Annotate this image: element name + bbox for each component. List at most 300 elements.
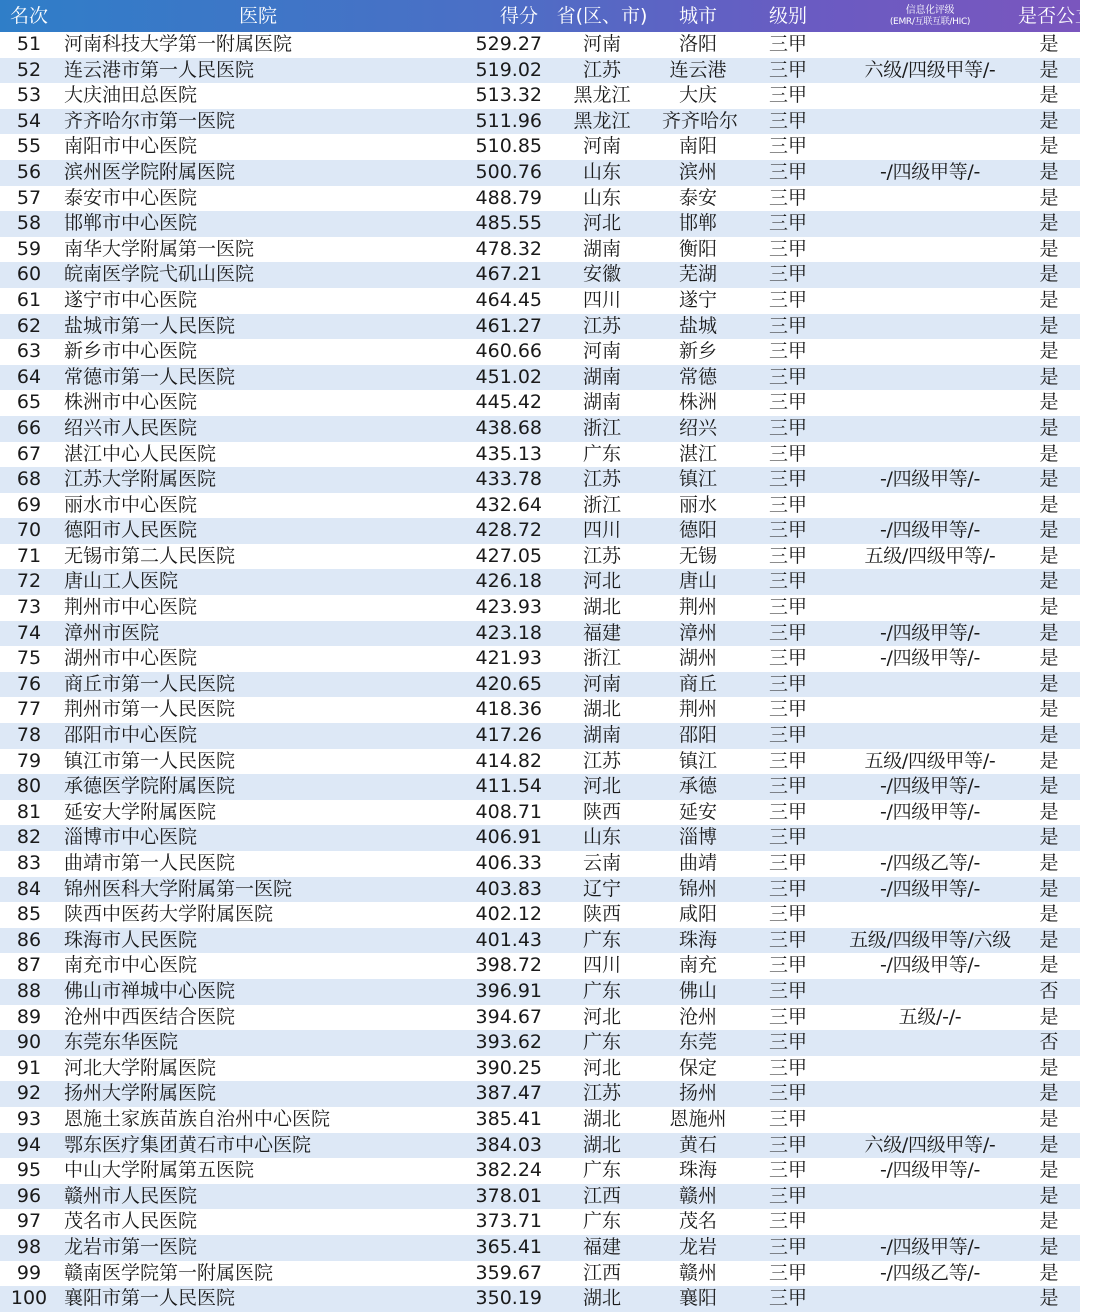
- score-cell: 387.47: [475, 1082, 542, 1105]
- level-cell: 三甲: [768, 724, 807, 747]
- level-cell: 三甲: [768, 84, 807, 107]
- city-cell: 镇江: [678, 468, 717, 491]
- table-row: [0, 672, 1080, 698]
- public-cell: 是: [1039, 749, 1059, 772]
- public-cell: 是: [1039, 775, 1059, 798]
- city-cell: 赣州: [678, 1261, 717, 1284]
- hospital-name-cell: 南阳市中心医院: [64, 135, 198, 158]
- city-cell: 丽水: [678, 493, 717, 516]
- score-cell: 427.05: [475, 544, 542, 567]
- rank-cell: 56: [16, 160, 42, 183]
- rank-cell: 78: [16, 724, 42, 747]
- info-rating-cell: 五级/四级甲等/-: [864, 749, 996, 772]
- public-cell: 是: [1039, 672, 1059, 695]
- province-cell: 四川: [582, 519, 621, 542]
- info-rating-cell: 六级/四级甲等/-: [864, 58, 996, 81]
- city-cell: 镇江: [678, 749, 717, 772]
- public-cell: 是: [1039, 468, 1059, 491]
- level-cell: 三甲: [768, 1133, 807, 1156]
- public-cell: 是: [1039, 135, 1059, 158]
- hospital-name-cell: 唐山工人医院: [64, 570, 179, 593]
- level-cell: 三甲: [768, 1287, 807, 1310]
- public-cell: 是: [1039, 84, 1059, 107]
- level-cell: 三甲: [768, 468, 807, 491]
- public-cell: 是: [1039, 596, 1059, 619]
- level-cell: 三甲: [768, 698, 807, 721]
- province-cell: 浙江: [582, 416, 621, 439]
- table-row: [0, 749, 1080, 775]
- level-cell: 三甲: [768, 519, 807, 542]
- hospital-name-cell: 南充市中心医院: [64, 954, 198, 977]
- province-cell: 湖北: [582, 596, 621, 619]
- public-cell: 是: [1039, 1235, 1059, 1258]
- rank-cell: 55: [16, 135, 42, 158]
- hospital-name-cell: 齐齐哈尔市第一医院: [64, 109, 236, 132]
- rank-cell: 99: [16, 1261, 42, 1284]
- score-cell: 408.71: [475, 800, 542, 823]
- score-cell: 411.54: [475, 775, 542, 798]
- table-row: [0, 544, 1080, 570]
- rank-cell: 65: [16, 391, 42, 414]
- province-cell: 江苏: [582, 314, 621, 337]
- province-cell: 河北: [582, 1056, 621, 1079]
- hospital-name-cell: 荆州市中心医院: [64, 596, 198, 619]
- province-cell: 江苏: [582, 749, 621, 772]
- score-cell: 403.83: [475, 877, 542, 900]
- public-cell: 是: [1039, 1287, 1059, 1310]
- level-cell: 三甲: [768, 1235, 807, 1258]
- table-row: [0, 109, 1080, 135]
- table-row: [0, 774, 1080, 800]
- province-cell: 陕西: [582, 903, 621, 926]
- province-cell: 河北: [582, 212, 621, 235]
- province-cell: 江西: [582, 1261, 621, 1284]
- rank-cell: 84: [16, 877, 42, 900]
- public-cell: 是: [1039, 391, 1059, 414]
- hospital-name-cell: 株洲市中心医院: [64, 391, 198, 414]
- province-cell: 江西: [582, 1184, 621, 1207]
- province-cell: 福建: [582, 621, 621, 644]
- table-row: [0, 825, 1080, 851]
- rank-cell: 67: [16, 442, 42, 465]
- table-row: [0, 186, 1080, 212]
- table-header: [0, 0, 1094, 32]
- score-cell: 359.67: [475, 1261, 542, 1284]
- city-cell: 咸阳: [678, 903, 717, 926]
- info-rating-cell: -/四级甲等/-: [879, 1235, 981, 1258]
- score-cell: 433.78: [475, 468, 542, 491]
- level-cell: 三甲: [768, 186, 807, 209]
- hospital-name-cell: 沧州中西医结合医院: [64, 1005, 236, 1028]
- level-cell: 三甲: [768, 1005, 807, 1028]
- hospital-name-cell: 邯郸市中心医院: [64, 212, 198, 235]
- hospital-name-cell: 泰安市中心医院: [64, 186, 198, 209]
- province-cell: 广东: [582, 442, 621, 465]
- hospital-name-cell: 湖州市中心医院: [64, 647, 198, 670]
- public-cell: 是: [1039, 33, 1059, 55]
- score-cell: 384.03: [475, 1133, 542, 1156]
- province-cell: 河南: [582, 672, 621, 695]
- hospital-name-cell: 龙岩市第一医院: [64, 1235, 198, 1258]
- city-cell: 常德: [678, 365, 717, 388]
- province-cell: 河北: [582, 775, 621, 798]
- level-cell: 三甲: [768, 621, 807, 644]
- province-cell: 湖南: [582, 724, 621, 747]
- hospital-name-cell: 邵阳市中心医院: [64, 724, 198, 747]
- hospital-name-cell: 连云港市第一人民医院: [64, 58, 255, 81]
- header-province: 省(区、市): [556, 5, 648, 27]
- level-cell: 三甲: [768, 903, 807, 926]
- hospital-name-cell: 承德医学院附属医院: [64, 775, 236, 798]
- rank-cell: 64: [16, 365, 42, 388]
- score-cell: 500.76: [475, 160, 542, 183]
- info-rating-cell: -/四级甲等/-: [879, 954, 981, 977]
- hospital-name-cell: 新乡市中心医院: [64, 340, 198, 363]
- province-cell: 四川: [582, 288, 621, 311]
- city-cell: 遂宁: [678, 288, 717, 311]
- rank-cell: 61: [16, 288, 42, 311]
- level-cell: 三甲: [768, 1056, 807, 1079]
- info-rating-cell: 五级/-/-: [898, 1005, 962, 1028]
- level-cell: 三甲: [768, 1159, 807, 1182]
- public-cell: 是: [1039, 954, 1059, 977]
- rank-cell: 93: [16, 1107, 42, 1130]
- level-cell: 三甲: [768, 1031, 807, 1054]
- hospital-name-cell: 珠海市人民医院: [64, 928, 198, 951]
- public-cell: 是: [1039, 1133, 1059, 1156]
- score-cell: 438.68: [475, 416, 542, 439]
- public-cell: 是: [1039, 1184, 1059, 1207]
- table-row: [0, 365, 1080, 391]
- city-cell: 赣州: [678, 1184, 717, 1207]
- hospital-name-cell: 扬州大学附属医院: [64, 1082, 217, 1105]
- level-cell: 三甲: [768, 1082, 807, 1105]
- header-info-rating-title: 信息化评级: [905, 4, 955, 16]
- score-cell: 445.42: [475, 391, 542, 414]
- province-cell: 福建: [582, 1235, 621, 1258]
- city-cell: 荆州: [678, 596, 717, 619]
- hospital-name-cell: 南华大学附属第一医院: [64, 237, 255, 260]
- table-row: [0, 1261, 1080, 1287]
- province-cell: 湖北: [582, 698, 621, 721]
- hospital-name-cell: 佛山市禅城中心医院: [64, 979, 236, 1002]
- table-row: [0, 902, 1080, 928]
- score-cell: 420.65: [475, 672, 542, 695]
- table-row: [0, 928, 1080, 954]
- level-cell: 三甲: [768, 596, 807, 619]
- score-cell: 396.91: [475, 979, 542, 1002]
- rank-cell: 68: [16, 468, 42, 491]
- hospital-name-cell: 锦州医科大学附属第一医院: [64, 877, 293, 900]
- level-cell: 三甲: [768, 160, 807, 183]
- public-cell: 是: [1039, 263, 1059, 286]
- level-cell: 三甲: [768, 212, 807, 235]
- table-row: [0, 32, 1080, 58]
- city-cell: 邵阳: [678, 724, 717, 747]
- table-row: [0, 646, 1080, 672]
- city-cell: 沧州: [678, 1005, 717, 1028]
- rank-cell: 90: [16, 1031, 42, 1054]
- public-cell: 是: [1039, 493, 1059, 516]
- hospital-name-cell: 盐城市第一人民医院: [64, 314, 236, 337]
- rank-cell: 82: [16, 826, 42, 849]
- rank-cell: 59: [16, 237, 42, 260]
- info-rating-cell: -/四级甲等/-: [879, 1159, 981, 1182]
- rank-cell: 83: [16, 852, 42, 874]
- province-cell: 浙江: [582, 647, 621, 670]
- city-cell: 泰安: [678, 186, 717, 209]
- score-cell: 414.82: [475, 749, 542, 772]
- table-row: [0, 83, 1080, 109]
- info-rating-cell: 五级/四级甲等/-: [864, 544, 996, 567]
- city-cell: 滨州: [678, 160, 717, 183]
- score-cell: 406.33: [475, 852, 542, 874]
- table-row: [0, 1235, 1080, 1261]
- hospital-name-cell: 皖南医学院弋矶山医院: [64, 263, 255, 286]
- table-row: [0, 314, 1080, 340]
- hospital-name-cell: 淄博市中心医院: [64, 826, 198, 849]
- public-cell: 是: [1039, 724, 1059, 747]
- score-cell: 382.24: [475, 1159, 542, 1182]
- hospital-name-cell: 绍兴市人民医院: [64, 416, 198, 439]
- province-cell: 湖南: [582, 237, 621, 260]
- score-cell: 398.72: [475, 954, 542, 977]
- city-cell: 南阳: [678, 135, 717, 158]
- score-cell: 464.45: [475, 288, 542, 311]
- score-cell: 423.18: [475, 621, 542, 644]
- score-cell: 432.64: [475, 493, 542, 516]
- public-cell: 是: [1039, 877, 1059, 900]
- city-cell: 绍兴: [678, 416, 717, 439]
- table-row: [0, 493, 1080, 519]
- city-cell: 珠海: [678, 1159, 717, 1182]
- rank-cell: 80: [16, 775, 42, 798]
- table-row: [0, 416, 1080, 442]
- level-cell: 三甲: [768, 852, 807, 874]
- rank-cell: 66: [16, 416, 42, 439]
- table-row: [0, 160, 1080, 186]
- score-cell: 417.26: [475, 724, 542, 747]
- level-cell: 三甲: [768, 263, 807, 286]
- city-cell: 衡阳: [678, 237, 717, 260]
- level-cell: 三甲: [768, 109, 807, 132]
- rank-cell: 53: [16, 84, 42, 107]
- score-cell: 401.43: [475, 928, 542, 951]
- city-cell: 齐齐哈尔: [662, 109, 739, 132]
- table-row: [0, 518, 1080, 544]
- score-cell: 435.13: [475, 442, 542, 465]
- score-cell: 460.66: [475, 340, 542, 363]
- table-row: [0, 697, 1080, 723]
- table-row: [0, 1081, 1080, 1107]
- province-cell: 广东: [582, 1031, 621, 1054]
- city-cell: 东莞: [678, 1031, 717, 1054]
- public-cell: 是: [1039, 647, 1059, 670]
- table-row: [0, 1158, 1080, 1184]
- level-cell: 三甲: [768, 647, 807, 670]
- score-cell: 488.79: [475, 186, 542, 209]
- province-cell: 河南: [582, 33, 621, 55]
- rank-cell: 58: [16, 212, 42, 235]
- score-cell: 485.55: [475, 212, 542, 235]
- hospital-name-cell: 恩施土家族苗族自治州中心医院: [64, 1107, 331, 1130]
- rank-cell: 70: [16, 519, 42, 542]
- level-cell: 三甲: [768, 544, 807, 567]
- table-row: [0, 1133, 1080, 1159]
- level-cell: 三甲: [768, 314, 807, 337]
- city-cell: 曲靖: [678, 852, 717, 874]
- table-row: [0, 621, 1080, 647]
- score-cell: 390.25: [475, 1056, 542, 1079]
- rank-cell: 52: [16, 58, 42, 81]
- public-cell: 是: [1039, 314, 1059, 337]
- public-cell: 是: [1039, 621, 1059, 644]
- rank-cell: 62: [16, 314, 42, 337]
- public-cell: 是: [1039, 160, 1059, 183]
- province-cell: 四川: [582, 954, 621, 977]
- rank-cell: 77: [16, 698, 42, 721]
- rank-cell: 74: [16, 621, 42, 644]
- header-rank: 名次: [9, 5, 48, 27]
- province-cell: 广东: [582, 1210, 621, 1233]
- rank-cell: 75: [16, 647, 42, 670]
- rank-cell: 96: [16, 1184, 42, 1207]
- public-cell: 是: [1039, 903, 1059, 926]
- hospital-name-cell: 无锡市第二人民医院: [64, 544, 236, 567]
- score-cell: 378.01: [475, 1184, 542, 1207]
- city-cell: 恩施州: [669, 1107, 727, 1130]
- rank-cell: 60: [16, 263, 42, 286]
- level-cell: 三甲: [768, 775, 807, 798]
- table-body: [0, 32, 1080, 1312]
- score-cell: 451.02: [475, 365, 542, 388]
- public-cell: 否: [1039, 1031, 1059, 1054]
- score-cell: 385.41: [475, 1107, 542, 1130]
- table-row: [0, 723, 1080, 749]
- header-score: 得分: [499, 5, 538, 27]
- level-cell: 三甲: [768, 1107, 807, 1130]
- header-info-rating: [842, 5, 1018, 28]
- province-cell: 湖南: [582, 391, 621, 414]
- hospital-name-cell: 荆州市第一人民医院: [64, 698, 236, 721]
- rank-cell: 97: [16, 1210, 42, 1233]
- rank-cell: 71: [16, 544, 42, 567]
- table-row: [0, 339, 1080, 365]
- province-cell: 浙江: [582, 493, 621, 516]
- rank-cell: 85: [16, 903, 42, 926]
- city-cell: 德阳: [678, 519, 717, 542]
- city-cell: 黄石: [678, 1133, 717, 1156]
- province-cell: 广东: [582, 928, 621, 951]
- city-cell: 延安: [678, 800, 717, 823]
- table-row: [0, 467, 1080, 493]
- public-cell: 是: [1039, 416, 1059, 439]
- public-cell: 是: [1039, 237, 1059, 260]
- header-city: 城市: [678, 5, 717, 27]
- info-rating-cell: -/四级甲等/-: [879, 647, 981, 670]
- table-row: [0, 851, 1080, 877]
- rank-cell: 87: [16, 954, 42, 977]
- province-cell: 河南: [582, 135, 621, 158]
- public-cell: 是: [1039, 365, 1059, 388]
- level-cell: 三甲: [768, 1184, 807, 1207]
- score-cell: 418.36: [475, 698, 542, 721]
- province-cell: 广东: [582, 979, 621, 1002]
- info-rating-cell: -/四级乙等/-: [879, 1261, 981, 1284]
- city-cell: 无锡: [678, 544, 717, 567]
- info-rating-cell: -/四级甲等/-: [879, 621, 981, 644]
- table-row: [0, 877, 1080, 903]
- table-row: [0, 595, 1080, 621]
- rank-cell: 100: [10, 1287, 48, 1310]
- public-cell: 是: [1039, 519, 1059, 542]
- province-cell: 山东: [582, 160, 621, 183]
- province-cell: 云南: [582, 852, 621, 874]
- table-row: [0, 211, 1080, 237]
- province-cell: 河南: [582, 340, 621, 363]
- table-row: [0, 953, 1080, 979]
- score-cell: 529.27: [475, 33, 542, 55]
- hospital-name-cell: 商丘市第一人民医院: [64, 672, 236, 695]
- level-cell: 三甲: [768, 442, 807, 465]
- header-level: 级别: [768, 5, 807, 27]
- hospital-name-cell: 漳州市医院: [64, 621, 160, 644]
- level-cell: 三甲: [768, 493, 807, 516]
- level-cell: 三甲: [768, 928, 807, 951]
- rank-cell: 81: [16, 800, 42, 823]
- score-cell: 350.19: [475, 1287, 542, 1310]
- rank-cell: 79: [16, 749, 42, 772]
- city-cell: 佛山: [678, 979, 717, 1002]
- province-cell: 江苏: [582, 1082, 621, 1105]
- level-cell: 三甲: [768, 237, 807, 260]
- rank-cell: 88: [16, 979, 42, 1002]
- table-row: [0, 1056, 1080, 1082]
- city-cell: 盐城: [678, 314, 717, 337]
- city-cell: 荆州: [678, 698, 717, 721]
- score-cell: 373.71: [475, 1210, 542, 1233]
- hospital-name-cell: 陕西中医药大学附属医院: [64, 903, 274, 926]
- level-cell: 三甲: [768, 1210, 807, 1233]
- city-cell: 锦州: [678, 877, 717, 900]
- rank-cell: 94: [16, 1133, 42, 1156]
- table-row: [0, 1286, 1080, 1312]
- city-cell: 淄博: [678, 826, 717, 849]
- info-rating-cell: -/四级甲等/-: [879, 468, 981, 491]
- score-cell: 428.72: [475, 519, 542, 542]
- city-cell: 襄阳: [678, 1287, 717, 1310]
- score-cell: 402.12: [475, 903, 542, 926]
- level-cell: 三甲: [768, 58, 807, 81]
- city-cell: 连云港: [669, 58, 727, 81]
- city-cell: 南充: [678, 954, 717, 977]
- public-cell: 是: [1039, 1082, 1059, 1105]
- hospital-name-cell: 中山大学附属第五医院: [64, 1159, 255, 1182]
- public-cell: 是: [1039, 1159, 1059, 1182]
- city-cell: 唐山: [678, 570, 717, 593]
- table-row: [0, 134, 1080, 160]
- public-cell: 是: [1039, 826, 1059, 849]
- city-cell: 扬州: [678, 1082, 717, 1105]
- city-cell: 保定: [678, 1056, 717, 1079]
- province-cell: 河北: [582, 570, 621, 593]
- table-row: [0, 1005, 1080, 1031]
- score-cell: 365.41: [475, 1235, 542, 1258]
- rank-cell: 86: [16, 928, 42, 951]
- level-cell: 三甲: [768, 672, 807, 695]
- hospital-name-cell: 赣州市人民医院: [64, 1184, 198, 1207]
- public-cell: 是: [1039, 852, 1059, 874]
